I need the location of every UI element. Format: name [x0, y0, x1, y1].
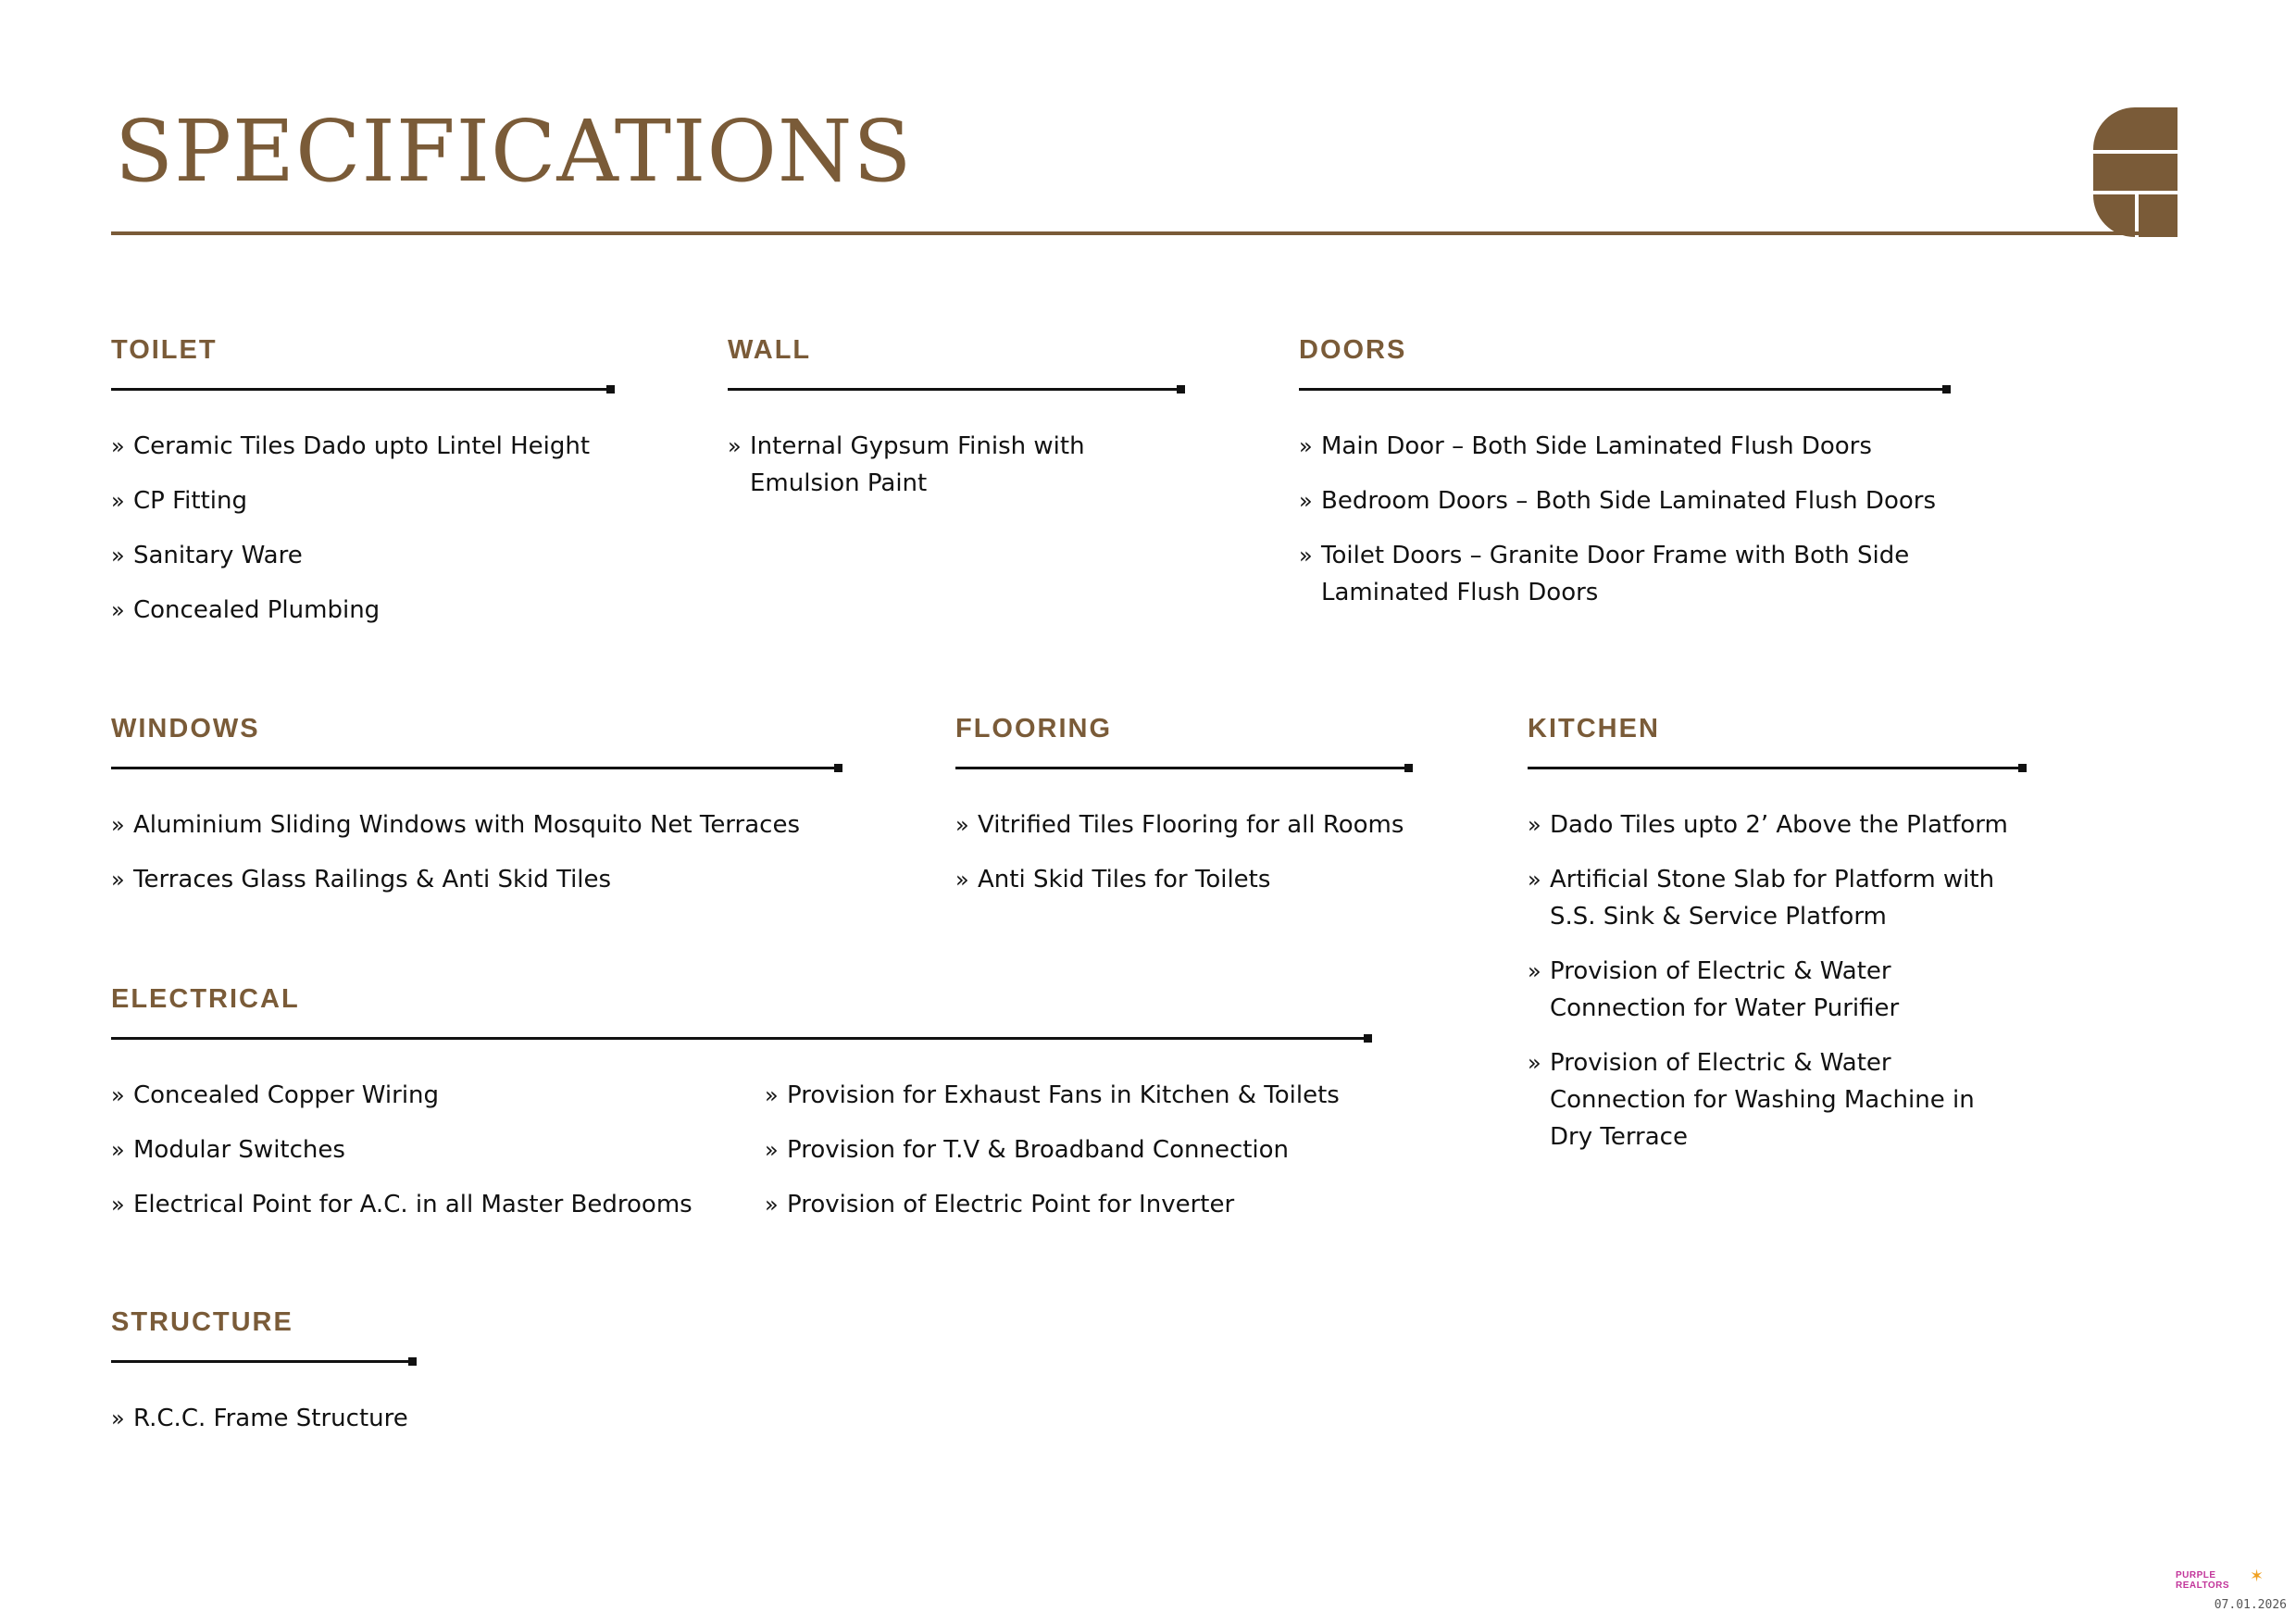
list-item: » Internal Gypsum Finish with Emulsion Paint: [728, 428, 1098, 502]
watermark-stamp: [2176, 1567, 2287, 1618]
section-divider: [111, 1360, 413, 1363]
list-item: » Terraces Glass Railings & Anti Skid Tiles: [111, 861, 839, 898]
section-heading: ELECTRICAL: [111, 984, 300, 1014]
section-heading: FLOORING: [955, 714, 1113, 743]
section-structure: [111, 1309, 413, 1455]
list-item: » Dado Tiles upto 2’ Above the Platform: [1528, 806, 2028, 843]
spec-list: [111, 428, 611, 629]
section-heading: STRUCTURE: [111, 1307, 293, 1337]
stamp-brand: PURPLE REALTORS: [2176, 1570, 2230, 1591]
list-item: » Concealed Plumbing: [111, 592, 611, 629]
spec-list-right: [765, 1077, 1366, 1241]
spec-list: [728, 428, 1098, 502]
list-item: » Electrical Point for A.C. in all Master Bedrooms: [111, 1186, 765, 1223]
list-item: » Provision for T.V & Broadband Connection: [765, 1131, 1366, 1168]
section-electrical: [111, 986, 1368, 1241]
list-item: » Toilet Doors – Granite Door Frame with Both Side Laminated Flush Doors: [1299, 537, 1938, 611]
list-item: » Main Door – Both Side Laminated Flush Doors: [1299, 428, 1938, 465]
section-toilet: [111, 337, 611, 646]
brand-logo-icon: [2091, 107, 2177, 237]
list-item: » Artificial Stone Slab for Platform with S.S. Sink & Service Platform: [1528, 861, 2028, 935]
section-kitchen: [1528, 716, 2023, 1173]
section-windows: [111, 716, 839, 916]
list-item: » Modular Switches: [111, 1131, 765, 1168]
list-item: » Provision for Exhaust Fans in Kitchen & Toilets: [765, 1077, 1366, 1114]
section-divider: [1528, 767, 2023, 769]
section-heading: WINDOWS: [111, 714, 260, 743]
list-item: » Concealed Copper Wiring: [111, 1077, 765, 1114]
section-divider: [955, 767, 1409, 769]
spec-list: [111, 806, 839, 898]
spec-list: [1299, 428, 1938, 611]
star-icon: ✶: [2250, 1567, 2265, 1586]
section-heading: WALL: [728, 335, 812, 365]
list-item: » CP Fitting: [111, 482, 611, 519]
list-item: » Bedroom Doors – Both Side Laminated Flush Doors: [1299, 482, 1938, 519]
spec-list: [111, 1400, 574, 1437]
list-item: » Ceramic Tiles Dado upto Lintel Height: [111, 428, 611, 465]
list-item: » Anti Skid Tiles for Toilets: [955, 861, 1474, 898]
section-heading: DOORS: [1299, 335, 1407, 365]
spec-list-left: [111, 1077, 765, 1241]
section-doors: [1299, 337, 1947, 629]
section-divider: [111, 767, 839, 769]
list-item: » Vitrified Tiles Flooring for all Rooms: [955, 806, 1474, 843]
section-divider: [728, 388, 1181, 391]
list-item: » Provision of Electric Point for Inverter: [765, 1186, 1366, 1223]
list-item: » R.C.C. Frame Structure: [111, 1400, 574, 1437]
section-divider: [1299, 388, 1947, 391]
section-divider: [111, 1037, 1368, 1040]
list-item: » Sanitary Ware: [111, 537, 611, 574]
list-item: » Provision of Electric & Water Connection for Washing Machine in Dry Terrace: [1528, 1044, 1976, 1156]
list-item: » Provision of Electric & Water Connection for Water Purifier: [1528, 953, 2028, 1027]
title-divider: [111, 231, 2176, 235]
section-heading: TOILET: [111, 335, 218, 365]
list-item: » Aluminium Sliding Windows with Mosquito Net Terraces: [111, 806, 839, 843]
section-heading: KITCHEN: [1528, 714, 1660, 743]
spec-list: [955, 806, 1474, 898]
section-divider: [111, 388, 611, 391]
page-title: SPECIFICATIONS: [115, 102, 913, 201]
section-flooring: [955, 716, 1409, 916]
spec-list: [1528, 806, 2028, 1156]
section-wall: [728, 337, 1181, 519]
stamp-date: 07.01.2026: [2214, 1598, 2287, 1612]
